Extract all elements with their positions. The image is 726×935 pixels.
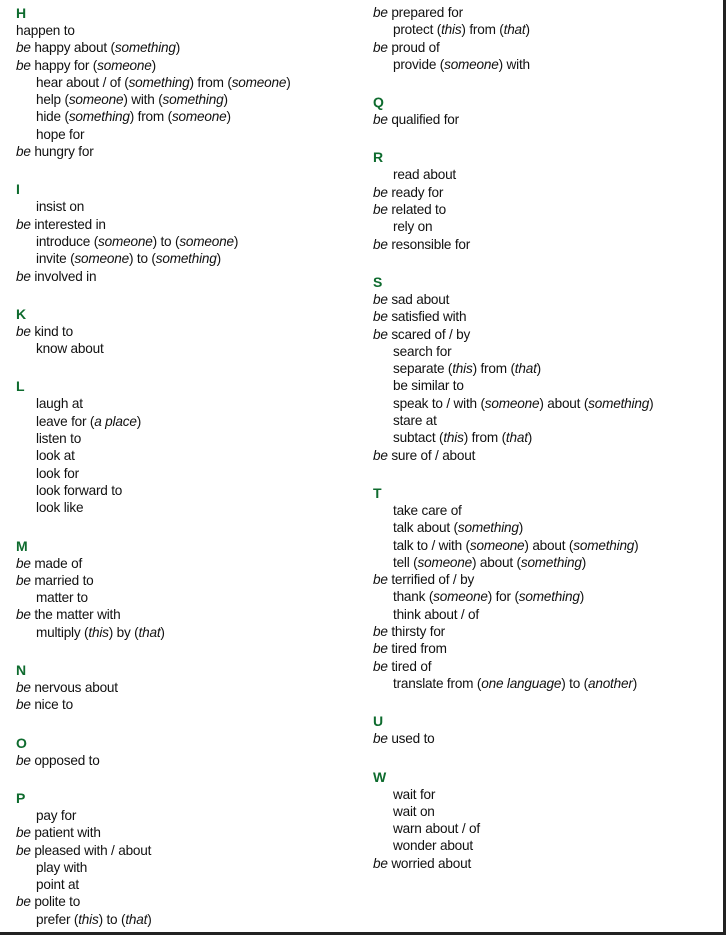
placeholder-text: that (138, 624, 161, 640)
phrase-entry (16, 395, 356, 412)
phrase-text: think about / of (393, 606, 479, 622)
phrase-text: opposed to (34, 752, 100, 768)
phrase-text: ) (147, 911, 152, 927)
phrase-entry (373, 326, 718, 343)
phrase-entry (373, 447, 718, 464)
phrase-text: ) to ( (128, 251, 156, 267)
phrase-entry (16, 572, 356, 589)
phrase-text: ) (649, 395, 654, 411)
phrase-entry (373, 623, 718, 640)
phrase-text: rely on (393, 219, 433, 235)
phrase-text: speak to / with ( (393, 395, 485, 411)
phrase-text: ) (579, 589, 585, 605)
phrase-entry (16, 216, 356, 233)
be-prefix: be (16, 842, 31, 858)
letter-section (16, 789, 356, 928)
phrase-entry (16, 911, 356, 928)
phrase-text: ) for ( (487, 589, 519, 605)
phrase-entry (16, 430, 356, 447)
phrase-entry (373, 606, 718, 623)
placeholder-text: someone (417, 554, 473, 570)
be-prefix: be (373, 731, 388, 747)
placeholder-text: something (588, 395, 650, 411)
phrase-entry (373, 343, 718, 360)
phrase-text: nice to (34, 697, 73, 713)
phrase-entry (16, 679, 356, 696)
section-letter: K (16, 305, 27, 322)
phrase-text: ready for (391, 184, 444, 200)
phrase-text: patient with (34, 825, 101, 841)
placeholder-text: this (78, 911, 99, 927)
phrase-entry (16, 39, 356, 56)
phrase-entry (16, 893, 356, 910)
phrase-text: ) (527, 430, 533, 446)
phrase-text: ) about ( (524, 537, 574, 553)
phrase-text: married to (34, 572, 94, 588)
letter-section (373, 712, 718, 747)
section-gap (16, 714, 356, 734)
be-prefix: be (16, 572, 31, 588)
phrase-text: provide ( (393, 56, 445, 72)
phrase-text: thank ( (393, 589, 434, 605)
placeholder-text: someone (171, 109, 227, 125)
phrase-text: know about (36, 341, 104, 357)
section-letter: Q (373, 94, 384, 111)
phrase-text: ) (151, 57, 156, 73)
phrase-entry (373, 554, 718, 571)
phrase-text: made of (34, 555, 83, 571)
be-prefix: be (16, 268, 31, 284)
phrase-text: ) (286, 74, 291, 90)
phrase-text: take care of (393, 502, 462, 518)
phrase-text: the matter with (34, 607, 121, 623)
phrase-text: look like (36, 500, 84, 516)
section-gap (373, 73, 718, 93)
be-prefix: be (373, 658, 388, 674)
phrase-text: ) to ( (152, 233, 180, 249)
letter-section (16, 734, 356, 769)
phrase-entry (373, 56, 718, 73)
placeholder-text: something (518, 589, 580, 605)
be-prefix: be (373, 202, 388, 218)
phrase-entry (373, 218, 718, 235)
phrase-entry (373, 837, 718, 854)
phrase-entry (16, 555, 356, 572)
phrase-entry (373, 236, 718, 253)
phrase-text: ) (136, 413, 142, 429)
phrase-text: introduce ( (36, 233, 99, 249)
section-letter: R (373, 149, 384, 166)
placeholder-text: something (68, 109, 130, 125)
phrase-text: ) (216, 251, 221, 267)
letter-section (16, 4, 356, 160)
phrase-text: hope for (36, 126, 85, 142)
phrase-entry (16, 340, 356, 357)
placeholder-text: someone (68, 92, 124, 108)
phrase-text: ) from ( (189, 74, 232, 90)
phrase-text: involved in (34, 268, 97, 284)
placeholder-text: someone (469, 537, 525, 553)
phrase-text: warn about / of (393, 821, 480, 837)
phrase-text: hide ( (36, 109, 69, 125)
phrase-text: ) from ( (463, 430, 506, 446)
phrase-entry (16, 447, 356, 464)
phrase-entry (16, 57, 356, 74)
phrase-entry (16, 413, 356, 430)
section-letter: L (16, 378, 25, 395)
phrase-entry (373, 820, 718, 837)
letter-section (16, 305, 356, 358)
placeholder-text: something (573, 537, 635, 553)
phrase-entry (373, 730, 718, 747)
placeholder-text: someone (484, 395, 540, 411)
phrase-text: sure of / about (391, 447, 476, 463)
phrase-text: used to (391, 731, 435, 747)
phrase-entry (373, 855, 718, 872)
phrase-text: ) (175, 40, 181, 56)
placeholder-text: someone (97, 57, 152, 73)
phrase-entry (373, 786, 718, 803)
phrase-text: insist on (36, 199, 85, 215)
placeholder-text: something (457, 520, 519, 536)
phrase-entry (16, 108, 356, 125)
phrase-entry (16, 233, 356, 250)
phrase-entry (16, 807, 356, 824)
section-letter: P (16, 789, 26, 806)
phrase-text: kind to (34, 323, 73, 339)
section-letter: O (16, 734, 27, 751)
phrase-entry (373, 21, 718, 38)
phrase-text: polite to (34, 894, 81, 910)
be-prefix: be (373, 326, 388, 342)
phrase-entry (16, 606, 356, 623)
phrase-text: ) with (498, 56, 530, 72)
placeholder-text: that (505, 430, 528, 446)
placeholder-text: someone (98, 233, 153, 249)
phrase-text: qualified for (391, 112, 459, 128)
section-gap (373, 128, 718, 148)
phrase-text: hungry for (34, 144, 94, 160)
placeholder-text: something (520, 554, 582, 570)
phrase-entry (16, 143, 356, 160)
phrase-text: ) (226, 109, 231, 125)
letter-section (373, 484, 718, 692)
phrase-text: ) (233, 233, 239, 249)
placeholder-text: something (114, 40, 176, 56)
phrase-entry (16, 198, 356, 215)
phrase-text: ) (160, 624, 165, 640)
placeholder-text: someone (179, 233, 234, 249)
phrase-text: multiply ( (36, 624, 89, 640)
be-prefix: be (16, 555, 31, 571)
phrase-entry (373, 377, 718, 394)
placeholder-text: someone (74, 251, 129, 267)
phrase-entry (373, 675, 718, 692)
phrase-text: ) about ( (539, 395, 589, 411)
section-gap (373, 748, 718, 768)
right-column (373, 4, 718, 872)
section-gap (373, 692, 718, 712)
phrase-text: look forward to (36, 482, 123, 498)
be-prefix: be (373, 641, 388, 657)
phrase-text: subtact ( (393, 430, 444, 446)
be-prefix: be (373, 39, 388, 55)
letter-section (373, 273, 718, 464)
be-prefix: be (373, 572, 388, 588)
phrase-text: look for (36, 465, 79, 481)
section-gap (373, 464, 718, 484)
phrase-text: satisfied with (391, 309, 467, 325)
phrase-entry (373, 201, 718, 218)
phrase-text: search for (393, 343, 452, 359)
phrase-entry (16, 589, 356, 606)
section-gap (16, 517, 356, 537)
phrase-text: pleased with / about (34, 842, 152, 858)
phrase-text: scared of / by (391, 326, 471, 342)
letter-section (16, 377, 356, 516)
phrase-entry (16, 74, 356, 91)
phrase-text: matter to (36, 590, 88, 606)
phrase-entry (16, 859, 356, 876)
placeholder-text: this (452, 361, 473, 377)
phrase-entry (16, 250, 356, 267)
phrase-entry (16, 696, 356, 713)
placeholder-text: something (155, 251, 217, 267)
letter-section (373, 148, 718, 252)
phrase-entry (373, 360, 718, 377)
placeholder-text: a place (94, 413, 137, 429)
be-prefix: be (373, 624, 388, 640)
phrase-text: ) to ( (98, 911, 126, 927)
phrase-entry (16, 126, 356, 143)
phrase-text: ) (525, 22, 530, 38)
phrase-entry (16, 91, 356, 108)
phrase-text: sad about (391, 291, 450, 307)
phrase-entry (373, 184, 718, 201)
phrase-entry (16, 22, 356, 39)
phrase-text: terrified of / by (391, 572, 475, 588)
phrase-text: laugh at (36, 396, 83, 412)
phrase-text: happen to (16, 23, 75, 38)
phrase-text: translate from ( (393, 675, 482, 691)
placeholder-text: something (128, 74, 190, 90)
placeholder-text: that (125, 911, 148, 927)
phrase-text: ) from ( (461, 22, 504, 38)
be-prefix: be (16, 697, 31, 713)
placeholder-text: that (514, 361, 537, 377)
section-letter: I (16, 181, 20, 198)
phrase-entry (16, 465, 356, 482)
be-prefix: be (373, 184, 388, 200)
phrase-text: resonsible for (391, 236, 471, 252)
phrase-text: wait on (393, 803, 435, 819)
be-prefix: be (16, 894, 31, 910)
be-prefix: be (16, 216, 31, 232)
section-letter: M (16, 537, 28, 554)
phrase-entry (373, 308, 718, 325)
phrase-entry (16, 824, 356, 841)
section-letter: S (373, 273, 383, 290)
letter-section (373, 768, 718, 872)
phrase-text: help ( (36, 92, 69, 108)
phrase-text: ) about ( (472, 554, 521, 570)
phrase-entry (373, 537, 718, 554)
placeholder-text: one language (481, 675, 562, 691)
phrase-text: listen to (36, 431, 82, 447)
letter-section (373, 93, 718, 128)
phrase-text: nervous about (34, 680, 118, 696)
phrase-text: look at (36, 448, 75, 464)
phrase-text: ) (223, 92, 228, 108)
phrase-text: ) (634, 537, 639, 553)
section-gap (16, 285, 356, 305)
phrase-entry (373, 39, 718, 56)
phrase-entry (16, 323, 356, 340)
be-prefix: be (16, 752, 31, 768)
phrase-entry (16, 624, 356, 641)
placeholder-text: someone (433, 589, 488, 605)
section-gap (16, 769, 356, 789)
phrase-text: tell ( (393, 554, 418, 570)
placeholder-text: this (443, 430, 464, 446)
phrase-text: ) to ( (561, 675, 588, 691)
phrase-text: separate ( (393, 361, 453, 377)
letter-section (16, 180, 356, 284)
be-prefix: be (16, 144, 31, 160)
phrase-text: happy for ( (34, 57, 98, 73)
be-prefix: be (373, 855, 388, 871)
placeholder-text: this (441, 22, 462, 38)
phrase-entry (373, 588, 718, 605)
be-prefix: be (16, 680, 31, 696)
phrase-text: be similar to (393, 378, 464, 394)
section-gap (16, 160, 356, 180)
phrase-text: stare at (393, 413, 437, 429)
phrase-text: protect ( (393, 22, 442, 38)
phrase-entry (373, 571, 718, 588)
be-prefix: be (373, 291, 388, 307)
phrase-text: tired from (391, 641, 447, 657)
section-gap (373, 253, 718, 273)
phrase-text: wait for (393, 786, 436, 802)
phrase-text: pay for (36, 807, 77, 823)
section-letter: U (373, 713, 384, 730)
left-column (16, 4, 356, 928)
phrase-text: worried about (391, 855, 472, 871)
section-gap (16, 357, 356, 377)
phrase-entry (373, 640, 718, 657)
phrase-text: play with (36, 859, 88, 875)
phrase-text: hear about / of ( (36, 74, 129, 90)
phrase-entry (373, 502, 718, 519)
phrase-text: interested in (34, 216, 106, 232)
phrase-text: ) (632, 675, 638, 691)
phrase-text: thirsty for (391, 624, 446, 640)
be-prefix: be (373, 236, 388, 252)
section-gap (16, 641, 356, 661)
placeholder-text: this (88, 624, 109, 640)
section-letter: N (16, 662, 27, 679)
section-letter: T (373, 484, 382, 501)
phrase-text: proud of (391, 39, 440, 55)
be-prefix: be (373, 5, 388, 20)
be-prefix: be (16, 323, 31, 339)
placeholder-text: that (503, 22, 526, 38)
placeholder-text: something (162, 92, 224, 108)
placeholder-text: someone (231, 74, 287, 90)
phrase-text: ) by ( (108, 624, 139, 640)
phrase-text: talk to / with ( (393, 537, 470, 553)
phrase-text: tired of (391, 658, 432, 674)
section-letter: W (373, 768, 387, 785)
phrase-text: invite ( (36, 251, 75, 267)
phrase-entry (373, 658, 718, 675)
phrase-entry (373, 111, 718, 128)
phrase-entry (16, 482, 356, 499)
phrase-text: prefer ( (36, 911, 79, 927)
phrase-entry (373, 291, 718, 308)
section-letter: H (16, 5, 27, 21)
phrase-text: leave for ( (36, 413, 95, 429)
phrase-entry (16, 268, 356, 285)
phrase-entry (16, 752, 356, 769)
placeholder-text: someone (444, 56, 499, 72)
phrase-text: related to (391, 202, 446, 218)
phrase-text: ) from ( (472, 361, 515, 377)
phrase-entry (373, 519, 718, 536)
phrase-entry (16, 499, 356, 516)
be-prefix: be (16, 57, 31, 73)
phrase-text: prepared for (391, 5, 463, 20)
be-prefix: be (373, 309, 388, 325)
letter-section (16, 661, 356, 714)
phrase-entry (373, 166, 718, 183)
be-prefix: be (16, 40, 31, 56)
phrase-entry (16, 842, 356, 859)
be-prefix: be (373, 112, 388, 128)
phrase-text: ) with ( (123, 92, 163, 108)
phrase-text: ) from ( (129, 109, 172, 125)
phrase-text: read about (393, 167, 457, 183)
phrase-text: point at (36, 877, 79, 893)
phrase-text: talk about ( (393, 520, 458, 536)
phrase-entry (373, 395, 718, 412)
letter-section (373, 4, 718, 73)
phrase-text: ) (536, 361, 541, 377)
phrase-entry (16, 876, 356, 893)
be-prefix: be (16, 607, 31, 623)
phrase-text: ) (518, 520, 524, 536)
phrase-entry (373, 803, 718, 820)
be-prefix: be (16, 825, 31, 841)
phrase-entry (373, 429, 718, 446)
placeholder-text: another (587, 675, 633, 691)
phrase-text: happy about ( (34, 40, 115, 56)
phrase-text: wonder about (393, 838, 473, 854)
phrase-entry (373, 412, 718, 429)
letter-section (16, 537, 356, 641)
phrase-entry (373, 4, 718, 21)
phrase-text: ) (581, 554, 587, 570)
be-prefix: be (373, 447, 388, 463)
